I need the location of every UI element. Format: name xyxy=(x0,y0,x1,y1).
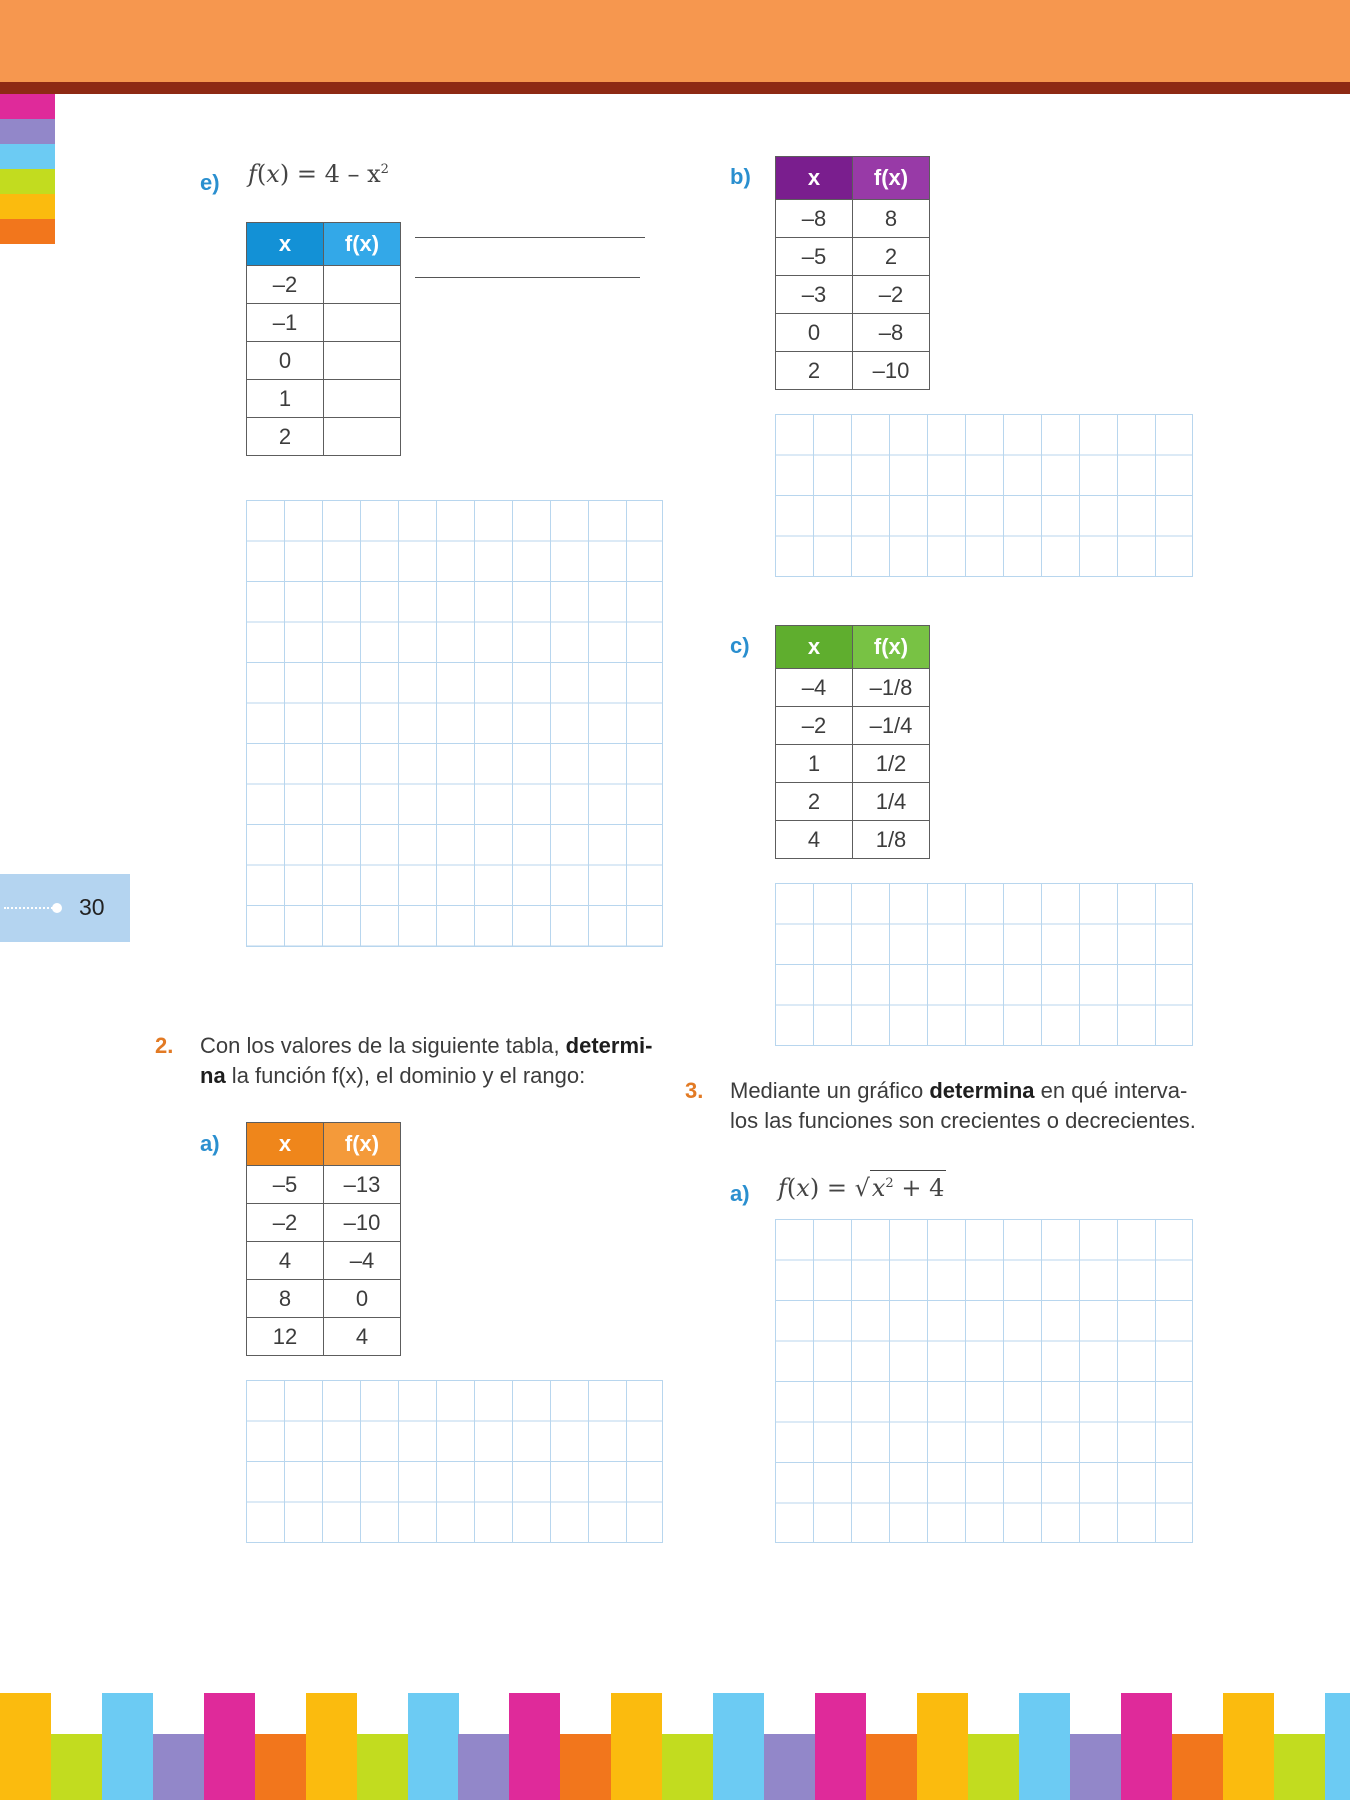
exercise-2-table-header-fx: f(x) xyxy=(324,1123,401,1166)
exercise-3-text-2: en qué interva- xyxy=(1034,1078,1188,1103)
exercise-3-graph-grid[interactable] xyxy=(775,1219,1193,1543)
footer-color-bars xyxy=(0,1693,1350,1800)
table-row xyxy=(247,266,401,304)
item-e-table-answer-cell[interactable] xyxy=(324,418,401,456)
footer-bar xyxy=(611,1693,662,1800)
item-b-table-cell: –8 xyxy=(776,200,853,238)
exercise-2-item-a-label: a) xyxy=(200,1131,220,1156)
formula-close-paren: ) xyxy=(279,160,290,188)
item-e-table-answer-cell[interactable] xyxy=(324,266,401,304)
side-tab-6 xyxy=(0,219,55,244)
item-e-table-cell: 0 xyxy=(247,342,324,380)
item-b-table-header-x: x xyxy=(776,157,853,200)
side-tab-3 xyxy=(0,144,55,169)
footer-bar xyxy=(560,1734,611,1800)
item-e-graph-grid[interactable] xyxy=(246,500,663,947)
sqrt-radicand xyxy=(870,1170,946,1201)
table-row xyxy=(776,200,930,238)
exercise-2-table-cell: 0 xyxy=(324,1280,401,1318)
footer-bar xyxy=(662,1734,713,1800)
exercise-3-number: 3. xyxy=(685,1078,704,1103)
item-b-table-cell: –3 xyxy=(776,276,853,314)
item-c-table-cell: 2 xyxy=(776,783,853,821)
radicand-constant: + 4 xyxy=(893,1174,945,1202)
item-e-table-answer-cell[interactable] xyxy=(324,304,401,342)
side-tab-1 xyxy=(0,94,55,119)
footer-bar xyxy=(917,1693,968,1800)
table-row xyxy=(776,669,930,707)
item-c-table xyxy=(775,625,930,859)
footer-bar xyxy=(1172,1734,1223,1800)
table-row xyxy=(247,1280,401,1318)
table-row xyxy=(776,238,930,276)
answer-line-1[interactable] xyxy=(415,237,645,238)
table-row xyxy=(776,276,930,314)
table-row xyxy=(776,783,930,821)
exercise-2-table-cell: –10 xyxy=(324,1204,401,1242)
formula-close-paren: ) xyxy=(809,1174,820,1202)
footer-bar xyxy=(1019,1693,1070,1800)
item-e-table-answer-cell[interactable] xyxy=(324,380,401,418)
footer-bar xyxy=(1223,1693,1274,1800)
item-b-table-cell: 2 xyxy=(853,238,930,276)
formula-open-paren: ( xyxy=(256,160,267,188)
footer-bar xyxy=(764,1734,815,1800)
page-tab-dot xyxy=(52,903,62,913)
item-c-table-header-row xyxy=(776,626,930,669)
table-row xyxy=(247,1318,401,1356)
item-c-table-cell: –2 xyxy=(776,707,853,745)
footer-bar xyxy=(0,1693,51,1800)
footer-bar xyxy=(102,1693,153,1800)
exercise-3-text-1: Mediante un gráfico xyxy=(730,1078,930,1103)
header-band xyxy=(0,0,1350,82)
item-e-table xyxy=(246,222,401,456)
table-row xyxy=(776,314,930,352)
table-row xyxy=(247,1166,401,1204)
item-b-graph-grid[interactable] xyxy=(775,414,1193,577)
exercise-3-item-a-label: a) xyxy=(730,1181,750,1206)
exercise-2-table-cell: 12 xyxy=(247,1318,324,1356)
item-c-table-header-x: x xyxy=(776,626,853,669)
exercise-3-instructions xyxy=(730,1076,1230,1136)
side-tab-2 xyxy=(0,119,55,144)
table-row xyxy=(247,1242,401,1280)
footer-bar xyxy=(815,1693,866,1800)
header-rule xyxy=(0,82,1350,94)
item-b-table-cell: 2 xyxy=(776,352,853,390)
item-c-table-cell: 4 xyxy=(776,821,853,859)
item-e-table-answer-cell[interactable] xyxy=(324,342,401,380)
table-row xyxy=(776,352,930,390)
exercise-2-bold-1: determi- xyxy=(565,1033,653,1058)
exercise-2-table-cell: 4 xyxy=(324,1318,401,1356)
exercise-2-number: 2. xyxy=(155,1033,174,1058)
footer-bar xyxy=(408,1693,459,1800)
exercise-2-table-cell: –2 xyxy=(247,1204,324,1242)
item-c-table-cell: 1 xyxy=(776,745,853,783)
item-b-table-cell: –10 xyxy=(853,352,930,390)
exercise-3-bold-1: determina xyxy=(929,1078,1035,1103)
item-b-table-cell: –2 xyxy=(853,276,930,314)
exercise-2-table-header-row xyxy=(247,1123,401,1166)
exercise-2-table-cell: –4 xyxy=(324,1242,401,1280)
exercise-3-text-3: los las funciones son crecientes o decrecientes. xyxy=(730,1108,1196,1133)
formula-exponent: 2 xyxy=(380,162,389,177)
table-row xyxy=(776,821,930,859)
table-row xyxy=(247,418,401,456)
footer-bar xyxy=(713,1693,764,1800)
footer-bar xyxy=(968,1734,1019,1800)
exercise-2-table-header-x: x xyxy=(247,1123,324,1166)
table-row xyxy=(247,380,401,418)
formula-expression: = 4 – x xyxy=(296,160,381,188)
formula-variable: x xyxy=(796,1174,810,1202)
footer-bar xyxy=(204,1693,255,1800)
table-row xyxy=(247,304,401,342)
footer-bar xyxy=(1121,1693,1172,1800)
exercise-2-table-cell: –13 xyxy=(324,1166,401,1204)
footer-bar xyxy=(866,1734,917,1800)
exercise-2-table-cell: 4 xyxy=(247,1242,324,1280)
answer-line-2[interactable] xyxy=(415,277,640,278)
item-c-table-cell: 1/2 xyxy=(853,745,930,783)
exercise-2-table-cell: 8 xyxy=(247,1280,324,1318)
table-row xyxy=(776,745,930,783)
formula-open-paren: ( xyxy=(786,1174,797,1202)
item-c-table-cell: –1/8 xyxy=(853,669,930,707)
exercise-2-instructions xyxy=(200,1031,680,1091)
item-b-table-cell: 8 xyxy=(853,200,930,238)
footer-bar xyxy=(1325,1693,1350,1800)
item-c-label: c) xyxy=(730,633,750,658)
item-c-table-header-fx: f(x) xyxy=(853,626,930,669)
formula-variable: x xyxy=(266,160,280,188)
item-c-table-cell: –1/4 xyxy=(853,707,930,745)
item-c-table-cell: –4 xyxy=(776,669,853,707)
item-c-graph-grid[interactable] xyxy=(775,883,1193,1046)
item-e-table-cell: –2 xyxy=(247,266,324,304)
exercise-2-text-1: Con los valores de la siguiente tabla, xyxy=(200,1033,566,1058)
item-e-formula xyxy=(248,160,389,188)
item-e-table-header-fx: f(x) xyxy=(324,223,401,266)
exercise-2-table-cell: –5 xyxy=(247,1166,324,1204)
item-b-table-header-fx: f(x) xyxy=(853,157,930,200)
item-e-table-header-row xyxy=(247,223,401,266)
radicand-variable: x xyxy=(871,1174,886,1202)
footer-bar xyxy=(357,1734,408,1800)
footer-bar xyxy=(509,1693,560,1800)
table-row xyxy=(247,342,401,380)
footer-bar xyxy=(306,1693,357,1800)
table-row xyxy=(247,1204,401,1242)
item-b-table-header-row xyxy=(776,157,930,200)
footer-bar xyxy=(153,1734,204,1800)
footer-bar xyxy=(1070,1734,1121,1800)
side-color-tabs xyxy=(0,94,55,244)
exercise-2-graph-grid[interactable] xyxy=(246,1380,663,1543)
formula-equals: = xyxy=(826,1174,847,1202)
exercise-2-text-2: la función f(x), el dominio y el rango: xyxy=(225,1063,586,1088)
exercise-2-item-a-table xyxy=(246,1122,401,1356)
exercise-2-bold-2: na xyxy=(200,1063,226,1088)
page-number-tab xyxy=(0,874,130,942)
footer-bar xyxy=(255,1734,306,1800)
sqrt-sign-icon: √ xyxy=(854,1174,870,1202)
item-b-table-cell: –5 xyxy=(776,238,853,276)
item-c-table-cell: 1/4 xyxy=(853,783,930,821)
page-tab-dotted-line xyxy=(4,907,56,909)
item-e-table-cell: –1 xyxy=(247,304,324,342)
item-e-table-cell: 2 xyxy=(247,418,324,456)
footer-bar xyxy=(51,1734,102,1800)
radicand-exponent: 2 xyxy=(885,1176,894,1191)
item-e-table-cell: 1 xyxy=(247,380,324,418)
item-b-table-cell: –8 xyxy=(853,314,930,352)
item-e-table-header-x: x xyxy=(247,223,324,266)
exercise-3-item-a-formula xyxy=(778,1170,946,1202)
formula-function-name: f xyxy=(778,1174,787,1202)
item-c-table-cell: 1/8 xyxy=(853,821,930,859)
item-b-table xyxy=(775,156,930,390)
item-b-label: b) xyxy=(730,164,751,189)
item-e-label: e) xyxy=(200,170,220,195)
footer-bar xyxy=(1274,1734,1325,1800)
footer-bar xyxy=(458,1734,509,1800)
page-number: 30 xyxy=(79,894,105,920)
table-row xyxy=(776,707,930,745)
item-b-table-cell: 0 xyxy=(776,314,853,352)
formula-function-name: f xyxy=(248,160,257,188)
side-tab-5 xyxy=(0,194,55,219)
side-tab-4 xyxy=(0,169,55,194)
